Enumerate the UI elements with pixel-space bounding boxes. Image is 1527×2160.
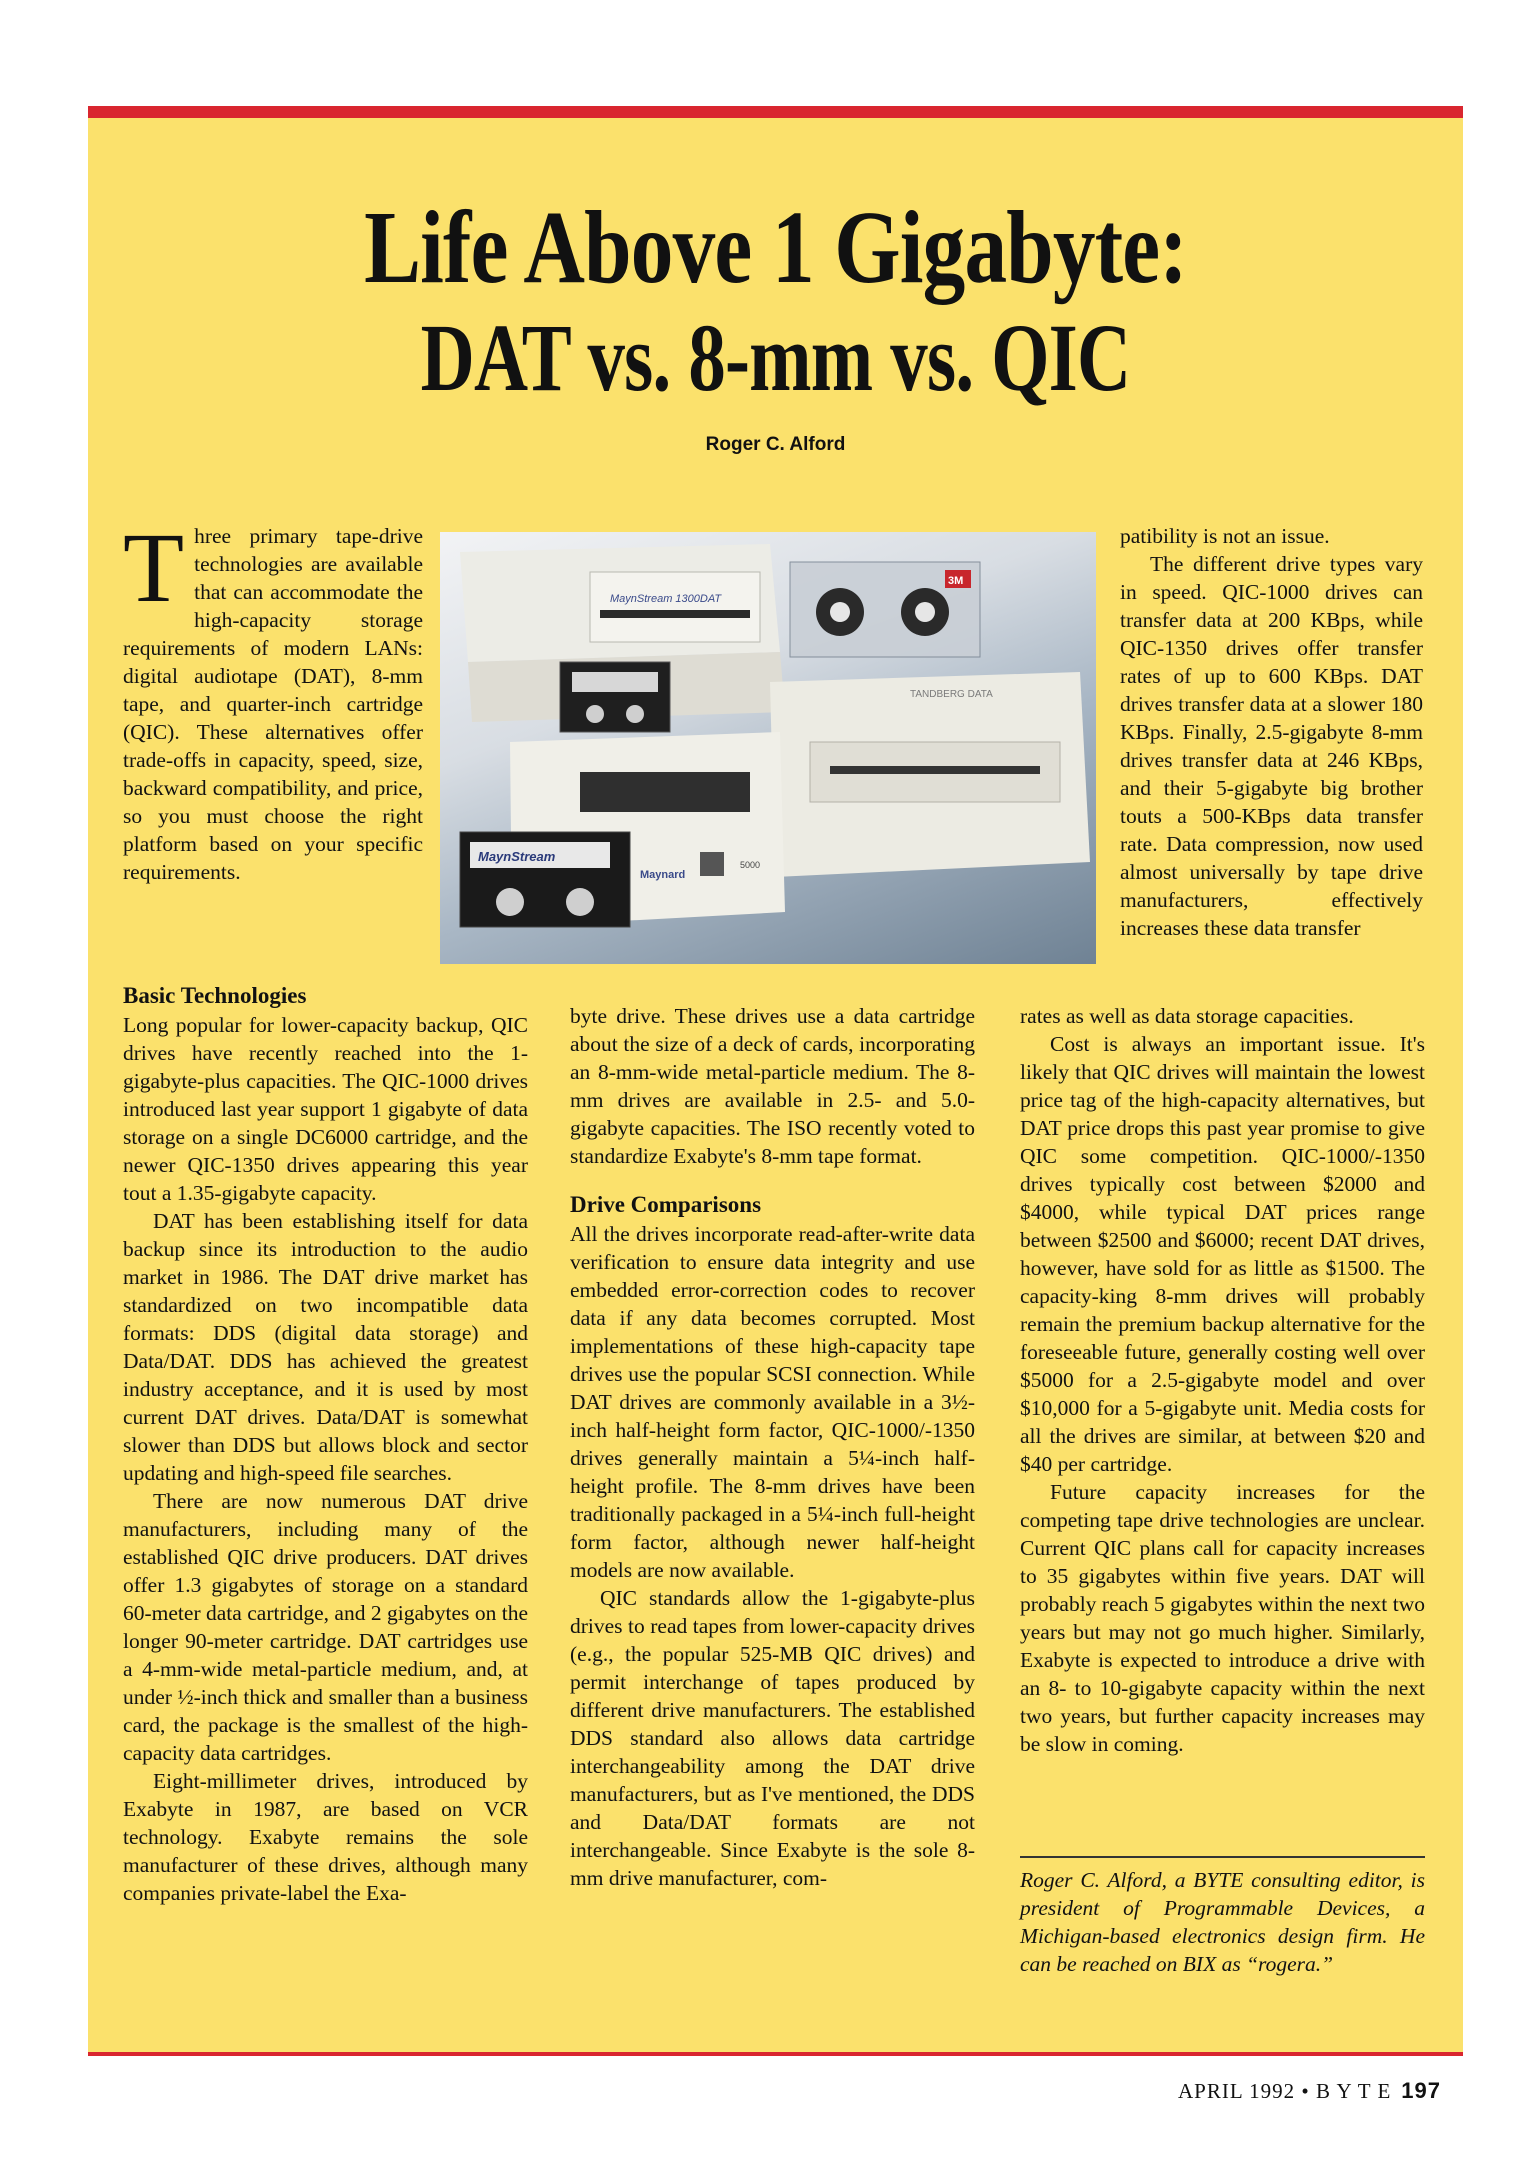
drive1-label: MaynStream 1300DAT xyxy=(610,593,722,605)
section-heading-drive: Drive Comparisons xyxy=(570,1192,762,1217)
drive2-label: Maynard xyxy=(640,869,686,881)
byline: Roger C. Alford xyxy=(705,434,846,455)
tape-drives-photo xyxy=(440,532,1096,964)
headline: Life Above 1 Gigabyte: xyxy=(364,190,1187,305)
paragraph: Cost is always an important issue. It's likely that QIC drives will maintain the lowest price tag of the high-capacity alternatives, but DAT price drops this past year promise to give QIC some competition. QIC-1000/-1350 drives typically cost between $2000 and $4000, while typical DAT prices range between $2500 and $6000; recent DAT drives, however, have sold for as little as $1500. The capacity-king 8-mm drives will probably remain the premium backup alternative for the foreseeable future, generally costing well over $5000 for a 2.5-gigabyte model and over $10,000 for a 5-gigabyte unit. Media costs for all the drives are similar, at between $20 and $40 per cartridge. xyxy=(1020,1032,1425,1476)
bottom-rule xyxy=(88,2052,1463,2056)
cartridge-brand: 3M xyxy=(948,575,964,587)
bio-divider xyxy=(1020,1856,1425,1858)
column-1 xyxy=(123,975,528,1907)
intro-text xyxy=(123,512,423,886)
paragraph: There are now numerous DAT drive manufacturers, including many of the established QIC drive producers. DAT drives offer 1.3 gigabytes of storage on a standard 60-meter data cartridge, and 2 gigabytes on the longer 90-meter cartridge. DAT cartridges use a 4-mm-wide metal-particle medium, and, at under ½-inch thick and smaller than a business card, the package is the smallest of the high-capacity data cartridges. xyxy=(123,1489,528,1765)
author-bio: Roger C. Alford, a BYTE consulting editor, is president of Programmable Devices, a Michigan-based electronics design firm. He can be reached on BIX as “rogera.” xyxy=(1020,1868,1425,1976)
drop-cap: T xyxy=(123,512,185,623)
page-number: 197 xyxy=(1401,2078,1441,2103)
section-heading-basic: Basic Technologies xyxy=(123,983,307,1008)
paragraph: patibility is not an issue. xyxy=(1120,524,1330,548)
paragraph: DAT has been establishing itself for data backup since its introduction to the audio market in 1986. The DAT drive market has standardized on two incompatible data formats: DDS (digital data storage) and Data/DAT. DDS has achieved the greatest industry acceptance, and it is used by most current DAT drives. Data/DAT is somewhat slower than DDS but allows block and sector updating and high-speed file searches. xyxy=(123,1209,528,1485)
headline-subtitle: DAT vs. 8-mm vs. QIC xyxy=(420,304,1131,411)
paragraph: All the drives incorporate read-after-write data verification to ensure data integrity and use embedded error-correction codes to recover data if any data becomes corrupted. Most implementations of these high-capacity tape drives use the popular SCSI connection. While DAT drives are commonly available in a 3½-inch half-height form factor, QIC-1000/-1350 drives generally maintain a 5¼-inch half-height profile. The 8-mm drives have been traditionally packaged in a 5¼-inch full-height form factor, although newer half-height models are now available. xyxy=(570,1222,975,1582)
column-2 xyxy=(570,1002,975,1892)
intro-paragraph: hree primary tape-drive technologies are available that can accommodate the high-capacity storage requirements of modern LANs: digital audiotape (DAT), 8-mm tape, and quarter-inch cartridge (QIC). These alternatives offer trade-offs in capacity, speed, size, backward compatibility, and price, so you must choose the right platform based on your specific requirements. xyxy=(123,524,423,884)
column-3-top xyxy=(1120,522,1423,942)
cartridge-label: MaynStream xyxy=(478,849,556,864)
paragraph: QIC standards allow the 1-gigabyte-plus drives to read tapes from lower-capacity drives (e.g., the popular 525-MB QIC drives) and permit interchange of tapes produced by different drive manufacturers. The established DDS standard also allows data cartridge interchangeability among the DAT drive manufacturers, but as I've mentioned, the DDS and Data/DAT formats are not interchangeable. Since Exabyte is the sole 8-mm drive manufacturer, com- xyxy=(570,1586,975,1890)
paragraph: rates as well as data storage capacities. xyxy=(1020,1004,1354,1028)
page-footer xyxy=(1178,2078,1441,2104)
paragraph: Long popular for lower-capacity backup, QIC drives have recently reached into the 1-gigabyte-plus capacities. The QIC-1000 drives introduced last year support 1 gigabyte of data storage on a single DC6000 cartridge, and the newer QIC-1350 drives appearing this year tout a 1.35-gigabyte capacity. xyxy=(123,1013,528,1205)
paragraph: Eight-millimeter drives, introduced by Exabyte in 1987, are based on VCR technology. Exabyte remains the sole manufacturer of these drives, although many companies private-label the Exa- xyxy=(123,1769,528,1905)
top-rule xyxy=(88,106,1463,118)
issue-info: APRIL 1992 • B Y T E xyxy=(1178,2079,1392,2103)
column-3 xyxy=(1020,1002,1425,1758)
paragraph: byte drive. These drives use a data cartridge about the size of a deck of cards, incorporating an 8-mm-wide metal-particle medium. The 8-mm drives are available in 2.5- and 5.0-gigabyte capacities. The ISO recently voted to standardize Exabyte's 8-mm tape format. xyxy=(570,1004,975,1168)
drive2-model: 5000 xyxy=(740,860,761,870)
paragraph: The different drive types vary in speed. QIC-1000 drives can transfer data at 200 KBps, while QIC-1350 drives offer transfer rates of up to 600 KBps. DAT drives transfer data at a slower 180 KBps. Finally, 2.5-gigabyte 8-mm drives transfer data at 246 KBps, and their 5-gigabyte big brother touts a 500-KBps data transfer rate. Data compression, now used almost universally by tape drive manufacturers, effectively increases these data transfer xyxy=(1120,552,1423,940)
drive3-label: TANDBERG DATA xyxy=(910,689,993,700)
paragraph: Future capacity increases for the competing tape drive technologies are unclear. Current QIC plans call for capacity increases to 35 gigabytes within five years. DAT will probably reach 5 gigabytes within the next two years but may not go much higher. Similarly, Exabyte is expected to introduce a drive with an 8- to 10-gigabyte capacity within the next two years, but further capacity increases may be slow in coming. xyxy=(1020,1480,1425,1756)
